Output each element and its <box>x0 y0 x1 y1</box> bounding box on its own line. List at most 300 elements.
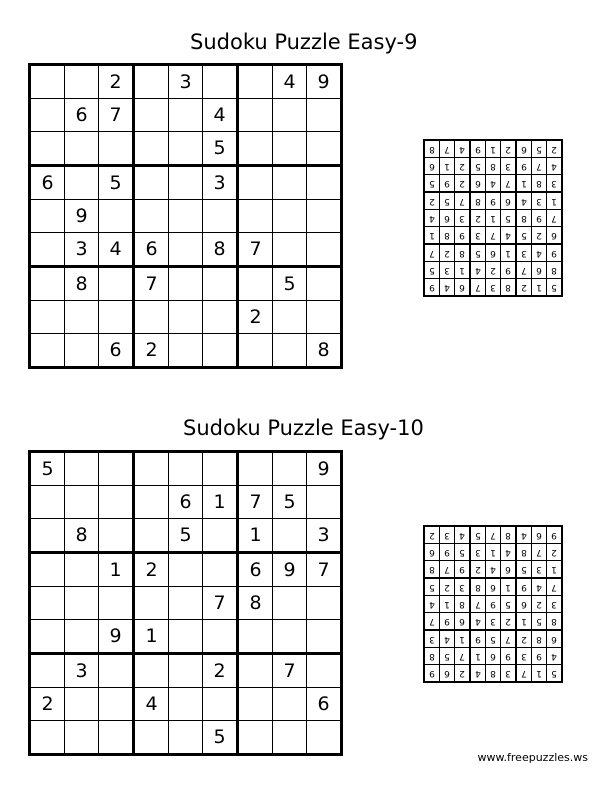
sudoku-cell[interactable] <box>65 721 99 755</box>
answer-cell: 5 <box>532 613 547 631</box>
answer-cell: 5 <box>470 526 486 544</box>
answer-cell: 2 <box>516 630 532 648</box>
sudoku-cell[interactable]: 4 <box>134 688 169 721</box>
answer-cell-row <box>424 561 562 579</box>
sudoku-cell-row <box>30 267 342 301</box>
answer-cell: 4 <box>501 227 517 245</box>
sudoku-cell[interactable] <box>65 65 99 99</box>
answer-cell: 3 <box>455 578 471 596</box>
sudoku-cell[interactable] <box>134 452 169 486</box>
sudoku-cell[interactable] <box>307 132 342 166</box>
sudoku-cell[interactable]: 7 <box>203 587 238 620</box>
sudoku-cell[interactable]: 7 <box>238 486 273 519</box>
sudoku-cell[interactable] <box>273 132 307 166</box>
puzzle-2-grid <box>28 450 343 756</box>
sudoku-cell[interactable] <box>169 334 203 368</box>
sudoku-cell[interactable] <box>203 200 238 233</box>
sudoku-cell[interactable]: 1 <box>238 519 273 553</box>
sudoku-cell[interactable]: 5 <box>273 267 307 301</box>
answer-cell: 9 <box>516 578 532 596</box>
answer-cell: 8 <box>547 262 563 279</box>
sudoku-cell[interactable] <box>238 334 273 368</box>
answer-cell: 6 <box>486 244 501 262</box>
sudoku-cell[interactable] <box>134 200 169 233</box>
answer-cell: 8 <box>501 279 517 297</box>
answer-cell: 5 <box>470 244 486 262</box>
answer-cell: 5 <box>440 648 455 665</box>
sudoku-cell[interactable]: 3 <box>65 654 99 688</box>
sudoku-cell[interactable] <box>99 200 134 233</box>
answer-cell: 9 <box>532 210 547 227</box>
sudoku-cell[interactable] <box>134 587 169 620</box>
answer-cell: 1 <box>547 561 563 579</box>
sudoku-cell[interactable] <box>30 553 65 587</box>
answer-cell: 1 <box>470 648 486 665</box>
answer-cell: 7 <box>501 630 517 648</box>
sudoku-cell[interactable] <box>99 452 134 486</box>
answer-cell: 6 <box>455 613 471 631</box>
sudoku-cell[interactable] <box>99 721 134 755</box>
answer-cell: 4 <box>440 630 455 648</box>
sudoku-cell[interactable] <box>134 301 169 334</box>
answer-cell: 2 <box>532 227 547 245</box>
sudoku-cell[interactable]: 2 <box>134 334 169 368</box>
sudoku-cell[interactable]: 5 <box>203 721 238 755</box>
answer-cell: 5 <box>516 227 532 245</box>
sudoku-cell[interactable] <box>203 553 238 587</box>
answer-cell: 2 <box>547 140 563 158</box>
sudoku-cell[interactable] <box>238 654 273 688</box>
sudoku-cell-row <box>30 620 342 654</box>
sudoku-cell[interactable] <box>134 99 169 132</box>
answer-cell-row <box>424 544 562 561</box>
answer-cell: 6 <box>501 192 517 210</box>
sudoku-cell[interactable]: 5 <box>203 132 238 166</box>
answer-cell: 8 <box>455 596 471 613</box>
sudoku-cell[interactable] <box>238 267 273 301</box>
sudoku-cell[interactable] <box>65 486 99 519</box>
answer-cell: 6 <box>516 140 532 158</box>
sudoku-cell[interactable]: 8 <box>65 519 99 553</box>
sudoku-cell[interactable]: 6 <box>134 233 169 267</box>
sudoku-cell[interactable] <box>134 519 169 553</box>
answer-cell: 7 <box>532 544 547 561</box>
answer-cell: 8 <box>486 158 501 175</box>
answer-cell: 4 <box>516 526 532 544</box>
sudoku-cell[interactable] <box>99 688 134 721</box>
answer-cell: 1 <box>440 158 455 175</box>
answer-cell: 6 <box>532 526 547 544</box>
sudoku-cell[interactable] <box>238 688 273 721</box>
answer-cell: 3 <box>455 210 471 227</box>
answer-cell: 7 <box>516 262 532 279</box>
sudoku-cell[interactable] <box>238 721 273 755</box>
answer-cell: 3 <box>547 175 563 193</box>
puzzle-2-answer-grid <box>423 525 563 683</box>
sudoku-cell-row <box>30 519 342 553</box>
sudoku-cell[interactable] <box>203 688 238 721</box>
sudoku-cell[interactable]: 6 <box>238 553 273 587</box>
answer-cell-row <box>424 648 562 665</box>
sudoku-cell[interactable] <box>30 519 65 553</box>
answer-cell-row <box>424 665 562 683</box>
sudoku-cell[interactable] <box>273 688 307 721</box>
sudoku-cell[interactable]: 8 <box>238 587 273 620</box>
sudoku-cell[interactable] <box>169 233 203 267</box>
answer-cell: 8 <box>532 175 547 193</box>
answer-cell: 6 <box>516 596 532 613</box>
sudoku-cell[interactable] <box>65 301 99 334</box>
answer-cell: 9 <box>516 158 532 175</box>
sudoku-cell-row <box>30 334 342 368</box>
sudoku-cell[interactable]: 9 <box>99 620 134 654</box>
sudoku-cell[interactable] <box>238 200 273 233</box>
answer-cell: 1 <box>455 262 471 279</box>
sudoku-cell[interactable] <box>65 553 99 587</box>
answer-cell: 9 <box>486 596 501 613</box>
sudoku-cell[interactable] <box>203 301 238 334</box>
answer-cell: 2 <box>470 561 486 579</box>
answer-cell-row <box>424 596 562 613</box>
website-footer: www.freepuzzles.ws <box>477 751 588 764</box>
answer-cell: 2 <box>501 613 517 631</box>
sudoku-cell[interactable]: 3 <box>65 233 99 267</box>
sudoku-cell[interactable] <box>273 166 307 200</box>
sudoku-cell[interactable]: 3 <box>169 65 203 99</box>
answer-cell: 8 <box>501 526 517 544</box>
answer-cell-row <box>424 630 562 648</box>
answer-cell: 1 <box>486 210 501 227</box>
sudoku-cell[interactable] <box>169 620 203 654</box>
sudoku-cell[interactable] <box>273 99 307 132</box>
sudoku-cell[interactable] <box>169 654 203 688</box>
sudoku-cell[interactable]: 1 <box>99 553 134 587</box>
answer-cell: 6 <box>440 210 455 227</box>
sudoku-cell[interactable] <box>65 132 99 166</box>
sudoku-cell[interactable] <box>238 452 273 486</box>
sudoku-cell-row <box>30 200 342 233</box>
sudoku-cell[interactable]: 1 <box>203 486 238 519</box>
sudoku-cell[interactable]: 4 <box>203 99 238 132</box>
sudoku-cell[interactable] <box>30 65 65 99</box>
answer-cell: 8 <box>440 227 455 245</box>
sudoku-cell[interactable]: 2 <box>30 688 65 721</box>
sudoku-cell[interactable] <box>99 301 134 334</box>
sudoku-cell[interactable] <box>99 587 134 620</box>
sudoku-cell[interactable] <box>30 334 65 368</box>
sudoku-cell[interactable] <box>169 688 203 721</box>
answer-cell: 6 <box>470 175 486 193</box>
answer-cell: 7 <box>486 526 501 544</box>
sudoku-cell[interactable] <box>99 519 134 553</box>
sudoku-cell[interactable] <box>238 620 273 654</box>
puzzle-1-grid <box>28 63 343 369</box>
sudoku-cell[interactable] <box>273 620 307 654</box>
sudoku-cell[interactable]: 8 <box>307 334 342 368</box>
answer-cell: 5 <box>532 140 547 158</box>
sudoku-cell[interactable] <box>169 267 203 301</box>
sudoku-cell[interactable]: 3 <box>307 519 342 553</box>
answer-cell-row <box>424 244 562 262</box>
sudoku-cell[interactable] <box>30 620 65 654</box>
sudoku-cell[interactable] <box>203 452 238 486</box>
answer-cell: 8 <box>532 630 547 648</box>
sudoku-cell[interactable] <box>169 132 203 166</box>
sudoku-cell[interactable]: 9 <box>307 452 342 486</box>
sudoku-cell[interactable] <box>307 620 342 654</box>
sudoku-cell-row <box>30 166 342 200</box>
answer-cell-row <box>424 140 562 158</box>
sudoku-cell[interactable] <box>307 721 342 755</box>
sudoku-cell[interactable]: 7 <box>307 553 342 587</box>
sudoku-cell[interactable] <box>307 267 342 301</box>
answer-cell: 9 <box>455 227 471 245</box>
sudoku-cell[interactable] <box>273 452 307 486</box>
answer-cell: 3 <box>440 526 455 544</box>
sudoku-cell[interactable] <box>169 200 203 233</box>
answer-cell: 9 <box>547 526 563 544</box>
sudoku-cell[interactable]: 7 <box>238 233 273 267</box>
sudoku-cell[interactable] <box>99 132 134 166</box>
answer-cell: 6 <box>486 578 501 596</box>
sudoku-cell[interactable] <box>169 721 203 755</box>
answer-cell: 7 <box>455 192 471 210</box>
sudoku-cell[interactable] <box>203 267 238 301</box>
answer-cell: 6 <box>440 665 455 683</box>
answer-cell: 9 <box>440 613 455 631</box>
answer-cell: 1 <box>501 244 517 262</box>
sudoku-cell[interactable] <box>65 166 99 200</box>
answer-cell: 7 <box>470 279 486 297</box>
sudoku-cell[interactable] <box>203 65 238 99</box>
sudoku-cell-row <box>30 553 342 587</box>
answer-cell: 9 <box>424 665 440 683</box>
sudoku-cell[interactable] <box>273 200 307 233</box>
sudoku-cell[interactable]: 3 <box>203 166 238 200</box>
puzzle-1-title: Sudoku Puzzle Easy-9 <box>190 30 418 54</box>
sudoku-cell[interactable] <box>307 200 342 233</box>
sudoku-cell[interactable] <box>238 99 273 132</box>
answer-cell: 4 <box>486 175 501 193</box>
sudoku-cell[interactable] <box>134 65 169 99</box>
answer-cell: 1 <box>516 175 532 193</box>
sudoku-cell[interactable] <box>169 99 203 132</box>
sudoku-cell[interactable] <box>238 166 273 200</box>
sudoku-cell[interactable] <box>30 233 65 267</box>
sudoku-cell[interactable]: 8 <box>65 267 99 301</box>
answer-cell: 9 <box>440 544 455 561</box>
answer-cell: 1 <box>516 613 532 631</box>
answer-cell: 7 <box>455 648 471 665</box>
sudoku-cell[interactable]: 6 <box>307 688 342 721</box>
sudoku-cell[interactable] <box>203 620 238 654</box>
answer-cell: 5 <box>486 630 501 648</box>
sudoku-cell[interactable] <box>30 132 65 166</box>
answer-cell: 1 <box>547 192 563 210</box>
sudoku-cell[interactable] <box>65 688 99 721</box>
sudoku-cell[interactable]: 7 <box>99 99 134 132</box>
sudoku-cell[interactable] <box>30 267 65 301</box>
sudoku-cell[interactable] <box>30 486 65 519</box>
answer-cell-row <box>424 578 562 596</box>
answer-cell: 4 <box>440 279 455 297</box>
sudoku-cell[interactable] <box>273 721 307 755</box>
answer-cell: 3 <box>424 630 440 648</box>
sudoku-cell[interactable] <box>30 721 65 755</box>
sudoku-cell[interactable] <box>169 587 203 620</box>
answer-cell: 1 <box>532 665 547 683</box>
sudoku-cell-row <box>30 132 342 166</box>
sudoku-cell[interactable]: 5 <box>273 486 307 519</box>
sudoku-cell[interactable] <box>99 267 134 301</box>
answer-cell: 5 <box>547 665 563 683</box>
answer-cell: 6 <box>424 158 440 175</box>
answer-cell: 2 <box>455 665 471 683</box>
sudoku-cell[interactable] <box>273 334 307 368</box>
sudoku-cell[interactable]: 5 <box>30 452 65 486</box>
answer-cell-row <box>424 192 562 210</box>
answer-cell: 7 <box>440 140 455 158</box>
sudoku-cell[interactable] <box>307 233 342 267</box>
sudoku-cell[interactable]: 6 <box>99 334 134 368</box>
sudoku-cell[interactable] <box>169 301 203 334</box>
sudoku-cell[interactable] <box>169 166 203 200</box>
answer-cell: 2 <box>424 192 440 210</box>
sudoku-cell[interactable] <box>30 200 65 233</box>
sudoku-cell[interactable] <box>169 553 203 587</box>
sudoku-cell[interactable] <box>134 132 169 166</box>
answer-cell: 1 <box>424 227 440 245</box>
answer-cell: 4 <box>532 578 547 596</box>
answer-cell: 1 <box>455 630 471 648</box>
sudoku-cell[interactable] <box>99 486 134 519</box>
sudoku-cell[interactable]: 2 <box>99 65 134 99</box>
sudoku-cell[interactable] <box>134 721 169 755</box>
sudoku-cell[interactable] <box>273 587 307 620</box>
answer-cell: 5 <box>501 596 517 613</box>
answer-cell: 4 <box>547 158 563 175</box>
sudoku-cell[interactable] <box>134 654 169 688</box>
sudoku-cell[interactable]: 2 <box>134 553 169 587</box>
answer-cell: 3 <box>486 613 501 631</box>
sudoku-cell[interactable] <box>238 132 273 166</box>
sudoku-cell[interactable] <box>169 452 203 486</box>
sudoku-cell[interactable] <box>238 65 273 99</box>
sudoku-cell[interactable] <box>307 99 342 132</box>
answer-cell: 5 <box>424 175 440 193</box>
sudoku-cell[interactable] <box>134 486 169 519</box>
answer-cell: 3 <box>516 244 532 262</box>
answer-cell: 6 <box>532 262 547 279</box>
answer-cell: 8 <box>424 561 440 579</box>
sudoku-cell[interactable]: 9 <box>65 200 99 233</box>
answer-cell: 2 <box>424 526 440 544</box>
sudoku-cell[interactable]: 1 <box>134 620 169 654</box>
answer-cell: 4 <box>424 596 440 613</box>
sudoku-cell[interactable] <box>203 519 238 553</box>
sudoku-cell[interactable] <box>273 233 307 267</box>
answer-cell: 7 <box>470 596 486 613</box>
sudoku-cell-row <box>30 587 342 620</box>
sudoku-cell[interactable] <box>30 587 65 620</box>
answer-cell: 2 <box>455 158 471 175</box>
sudoku-cell[interactable] <box>99 654 134 688</box>
sudoku-cell-row <box>30 452 342 486</box>
answer-cell: 8 <box>486 665 501 683</box>
answer-cell: 8 <box>455 244 471 262</box>
answer-cell-row <box>424 210 562 227</box>
sudoku-cell[interactable]: 8 <box>203 233 238 267</box>
sudoku-cell[interactable]: 2 <box>203 654 238 688</box>
sudoku-cell[interactable]: 5 <box>169 519 203 553</box>
sudoku-cell[interactable]: 7 <box>134 267 169 301</box>
sudoku-cell-row <box>30 721 342 755</box>
answer-cell: 7 <box>424 244 440 262</box>
sudoku-cell[interactable]: 5 <box>99 166 134 200</box>
answer-cell: 7 <box>501 175 517 193</box>
answer-cell: 3 <box>470 227 486 245</box>
sudoku-cell-row <box>30 301 342 334</box>
sudoku-cell[interactable]: 9 <box>273 553 307 587</box>
sudoku-cell[interactable] <box>203 334 238 368</box>
sudoku-cell[interactable]: 7 <box>273 654 307 688</box>
sudoku-cell[interactable] <box>273 301 307 334</box>
answer-cell: 9 <box>440 175 455 193</box>
sudoku-cell[interactable] <box>65 620 99 654</box>
answer-cell: 7 <box>440 561 455 579</box>
sudoku-cell[interactable] <box>307 166 342 200</box>
answer-cell: 9 <box>470 630 486 648</box>
sudoku-cell[interactable] <box>65 587 99 620</box>
answer-cell: 4 <box>486 561 501 579</box>
sudoku-cell[interactable]: 4 <box>273 65 307 99</box>
answer-cell: 9 <box>532 648 547 665</box>
answer-cell: 1 <box>532 279 547 297</box>
answer-cell: 6 <box>501 561 517 579</box>
sudoku-cell[interactable]: 4 <box>99 233 134 267</box>
sudoku-cell-row <box>30 99 342 132</box>
answer-cell: 6 <box>547 227 563 245</box>
sudoku-cell[interactable] <box>65 334 99 368</box>
sudoku-cell[interactable]: 6 <box>30 166 65 200</box>
sudoku-cell[interactable] <box>30 301 65 334</box>
sudoku-cell[interactable] <box>30 99 65 132</box>
sudoku-cell[interactable]: 6 <box>65 99 99 132</box>
answer-cell: 2 <box>440 578 455 596</box>
sudoku-cell[interactable] <box>307 301 342 334</box>
sudoku-cell[interactable]: 2 <box>238 301 273 334</box>
sudoku-cell[interactable] <box>307 587 342 620</box>
sudoku-cell[interactable] <box>65 452 99 486</box>
answer-cell-row <box>424 158 562 175</box>
sudoku-cell[interactable]: 6 <box>169 486 203 519</box>
answer-cell-row <box>424 279 562 297</box>
answer-cell: 4 <box>455 140 471 158</box>
sudoku-cell[interactable]: 9 <box>307 65 342 99</box>
answer-cell: 1 <box>501 578 517 596</box>
answer-cell: 7 <box>516 665 532 683</box>
answer-cell: 5 <box>455 544 471 561</box>
sudoku-cell[interactable] <box>307 486 342 519</box>
answer-cell: 3 <box>470 544 486 561</box>
sudoku-cell[interactable] <box>30 654 65 688</box>
sudoku-cell[interactable] <box>134 166 169 200</box>
sudoku-cell[interactable] <box>307 654 342 688</box>
puzzle-1-answer-grid <box>423 139 563 297</box>
answer-cell: 8 <box>424 140 440 158</box>
sudoku-cell[interactable] <box>273 519 307 553</box>
answer-cell: 9 <box>501 262 517 279</box>
